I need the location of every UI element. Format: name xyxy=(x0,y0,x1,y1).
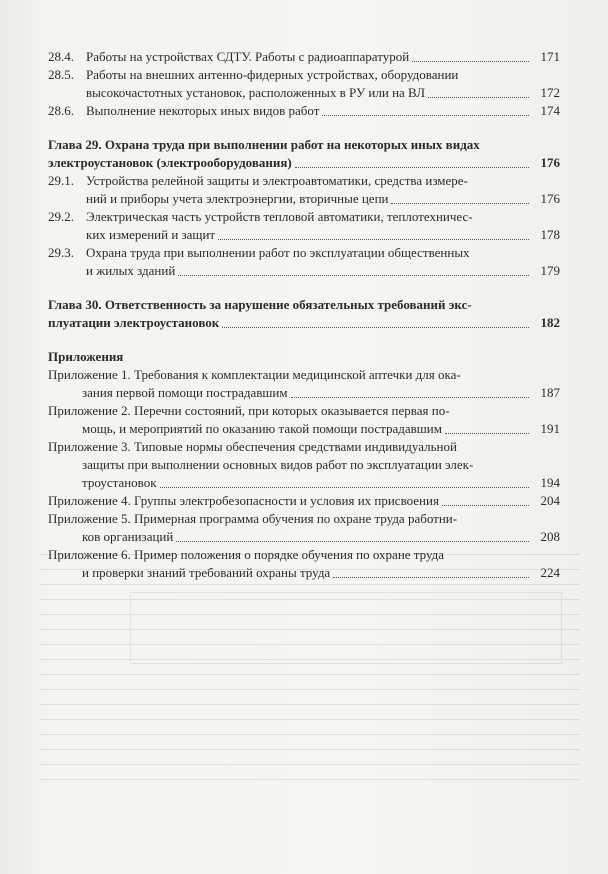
entry-last-line xyxy=(48,314,560,332)
entry-line: Приложение 1. Требования к комплектации медицинской аптечки для ока- xyxy=(48,367,461,382)
entry-line: Приложение 5. Примерная программа обучения по охране труда работни- xyxy=(48,511,458,526)
entry-line: Глава 30. Ответственность за нарушение обязательных требований экс- xyxy=(48,297,472,312)
entry-body xyxy=(48,492,560,510)
entry-line: Электрическая часть устройств тепловой автоматики, теплотехничес- xyxy=(86,209,473,224)
entry-last-line xyxy=(48,492,560,510)
entry-last-line xyxy=(86,190,560,208)
page-number: 171 xyxy=(540,49,560,64)
page-number: 174 xyxy=(540,103,560,118)
dot-leader xyxy=(322,114,529,116)
entry-body xyxy=(48,136,560,172)
appendices-list xyxy=(48,366,560,582)
toc-entry xyxy=(48,102,560,120)
table-of-contents xyxy=(48,48,560,582)
entry-last-line xyxy=(48,384,560,402)
entry-last-line xyxy=(86,102,560,120)
dot-leader xyxy=(222,326,529,328)
page-number: 179 xyxy=(540,263,560,278)
appendix-entry xyxy=(48,402,560,438)
appendix-entry xyxy=(48,366,560,402)
entry-text: Работы на устройствах СДТУ. Работы с радиоаппаратурой xyxy=(86,49,410,64)
entry-text: и проверки знаний требований охраны труда xyxy=(82,565,331,580)
entry-text: плуатации электроустановок xyxy=(48,315,220,330)
appendix-entry xyxy=(48,492,560,510)
dot-leader xyxy=(295,166,529,168)
entry-body xyxy=(48,510,560,546)
toc-entry xyxy=(48,66,560,102)
entry-line: Охрана труда при выполнении работ по эксплуатации общественных xyxy=(86,245,470,260)
entry-text: ких измерений и защит xyxy=(86,227,216,242)
entry-text: и жилых зданий xyxy=(86,263,176,278)
entry-text: троустановок xyxy=(82,475,157,490)
entry-line: Приложение 6. Пример положения о порядке обучения по охране труда xyxy=(48,547,445,562)
dot-leader xyxy=(291,396,529,398)
entry-body xyxy=(48,366,560,402)
entry-line: Устройства релейной защиты и электроавтоматики, средства измере- xyxy=(86,173,468,188)
appendix-entry xyxy=(48,546,560,582)
dot-leader xyxy=(218,238,529,240)
entry-last-line xyxy=(48,154,560,172)
entry-last-line xyxy=(48,420,560,438)
dot-leader xyxy=(160,486,529,488)
entry-text: высокочастотных установок, расположенных в РУ или на ВЛ xyxy=(86,85,426,100)
entry-body xyxy=(86,48,560,66)
entry-last-line xyxy=(48,564,560,582)
toc-entry xyxy=(48,48,560,66)
entry-line: Глава 29. Охрана труда при выполнении работ на некоторых иных видах xyxy=(48,137,480,152)
page-number: 194 xyxy=(540,475,560,490)
page-number: 224 xyxy=(540,565,560,580)
toc-entry xyxy=(48,172,560,208)
dot-leader xyxy=(333,576,529,578)
dot-leader xyxy=(391,202,529,204)
page-number: 176 xyxy=(540,155,560,170)
entry-text: мощь, и мероприятий по оказанию такой помощи пострадавшим xyxy=(82,421,442,436)
toc-entry xyxy=(48,208,560,244)
entry-text: ний и приборы учета электроэнергии, вторичные цепи xyxy=(86,191,389,206)
entry-body xyxy=(48,402,560,438)
entry-line: Работы на внешних антенно-фидерных устройствах, оборудовании xyxy=(86,67,459,82)
entry-text: зания первой помощи пострадавшим xyxy=(82,385,288,400)
dot-leader xyxy=(442,504,529,506)
entry-line: Приложение 2. Перечни состояний, при которых оказывается первая по- xyxy=(48,403,450,418)
entry-number: 29.1. xyxy=(48,173,74,188)
entry-text: ков организаций xyxy=(82,529,174,544)
entry-body xyxy=(86,172,560,208)
entry-body xyxy=(48,438,560,492)
entry-body xyxy=(86,208,560,244)
entry-body xyxy=(86,102,560,120)
page-number: 187 xyxy=(540,385,560,400)
section-28-entries xyxy=(48,48,560,120)
entry-number: 29.2. xyxy=(48,209,74,224)
page-number: 182 xyxy=(540,315,560,330)
entry-last-line xyxy=(86,262,560,280)
page-number: 208 xyxy=(540,529,560,544)
dot-leader xyxy=(412,60,529,62)
entry-last-line xyxy=(86,48,560,66)
entry-number: 29.3. xyxy=(48,245,74,260)
entry-last-line xyxy=(86,226,560,244)
appendices-title: Приложения xyxy=(48,349,124,364)
appendix-entry xyxy=(48,438,560,492)
page-number: 172 xyxy=(540,85,560,100)
page-number: 191 xyxy=(540,421,560,436)
entry-last-line xyxy=(48,528,560,546)
entry-last-line xyxy=(48,474,560,492)
entry-line: Приложение 3. Типовые нормы обеспечения средствами индивидуальной xyxy=(48,439,457,454)
entry-text: электроустановок (электрооборудования) xyxy=(48,155,292,170)
dot-leader xyxy=(176,540,529,542)
entry-number: 28.4. xyxy=(48,49,74,64)
entry-text: Выполнение некоторых иных видов работ xyxy=(86,103,320,118)
page-number: 176 xyxy=(540,191,560,206)
entry-text: Приложение 4. Группы электробезопасности и условия их присвоения xyxy=(48,493,439,508)
entry-body xyxy=(48,296,560,332)
show-through-text xyxy=(40,540,580,860)
dot-leader xyxy=(178,274,529,276)
entry-body xyxy=(86,66,560,102)
entry-last-line xyxy=(86,84,560,102)
entry-body xyxy=(86,244,560,280)
page-number: 204 xyxy=(540,493,560,508)
entry-number: 28.5. xyxy=(48,67,74,82)
section-29-entries xyxy=(48,172,560,280)
entry-line: защиты при выполнении основных видов работ по эксплуатации элек- xyxy=(82,457,474,472)
page-number: 178 xyxy=(540,227,560,242)
chapter-30-heading xyxy=(48,296,560,332)
entry-number: 28.6. xyxy=(48,103,74,118)
entry-body xyxy=(48,546,560,582)
dot-leader xyxy=(445,432,529,434)
dot-leader xyxy=(428,96,529,98)
appendix-entry xyxy=(48,510,560,546)
toc-entry xyxy=(48,244,560,280)
chapter-29-heading xyxy=(48,136,560,172)
